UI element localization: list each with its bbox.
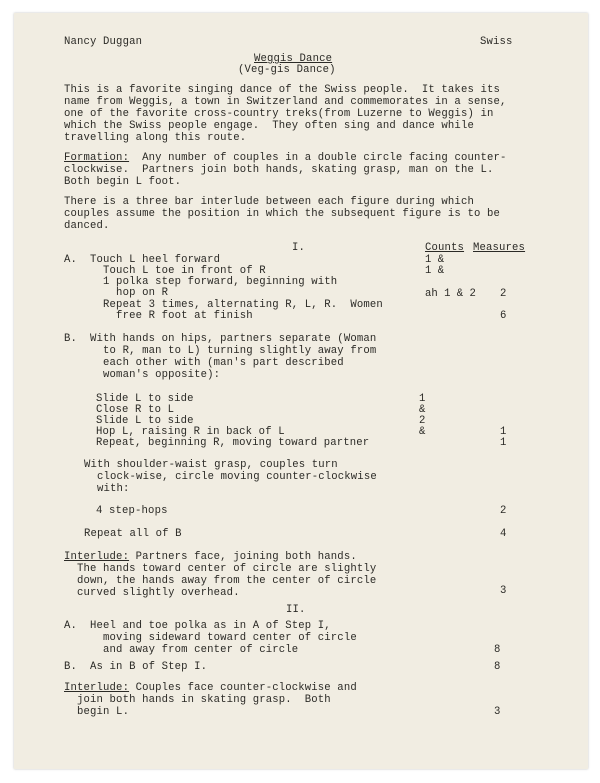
count-value: & — [419, 404, 426, 416]
section-two-numeral: II. — [286, 604, 306, 616]
measure-value: 3 — [494, 706, 501, 718]
interlude-line-first — [64, 552, 357, 563]
step-line: Repeat 3 times, alternating R, L, R. Women — [64, 299, 383, 311]
measure-value: 1 — [500, 426, 507, 438]
interlude-line: join both hands in skating grasp. Both — [64, 694, 331, 706]
count-value: & — [419, 426, 426, 438]
measures-header: Measures — [473, 242, 526, 254]
count-value: 1 — [419, 393, 426, 405]
interlude-note-line: danced. — [64, 220, 110, 232]
measure-value: 8 — [494, 644, 501, 656]
country-label: Swiss — [480, 36, 513, 48]
sub-step: Hop L, raising R in back of L — [96, 426, 285, 438]
interlude-line: begin L. — [64, 706, 130, 718]
intro-line: This is a favorite singing dance of the Swiss people. It takes its — [64, 84, 500, 96]
grasp-line: clock-wise, circle moving counter-clockwise — [84, 471, 377, 483]
dance-pronunciation: (Veg-gis Dance) — [238, 64, 336, 76]
intro-line: travelling along this route. — [64, 132, 247, 144]
step-line: moving sideward toward center of circle — [64, 632, 357, 644]
intro-line: name from Weggis, a town in Switzerland and commemorates in a sense, — [64, 96, 507, 108]
step-hops: 4 step-hops — [96, 505, 168, 517]
formation-text: Any number of couples in a double circle facing counter- — [129, 152, 507, 164]
step-line: woman's opposite): — [64, 369, 221, 381]
interlude-line-first — [64, 683, 357, 694]
formation-line-first — [64, 153, 507, 164]
step-line: free R foot at finish — [64, 310, 253, 322]
grasp-line: With shoulder-waist grasp, couples turn — [84, 459, 338, 471]
step-line: hop on R — [64, 287, 169, 299]
step-line: B. As in B of Step I. — [64, 661, 208, 673]
intro-line: which the Swiss people engage. They often sing and dance while — [64, 120, 474, 132]
measure-value: 2 — [500, 505, 507, 517]
step-line: A. Heel and toe polka as in A of Step I, — [64, 620, 331, 632]
document-page — [14, 13, 588, 769]
interlude-note-line: couples assume the position in which the subsequent figure is to be — [64, 208, 500, 220]
grasp-line: with: — [84, 483, 130, 495]
step-line: to R, man to L) turning slightly away from — [64, 345, 377, 357]
step-line: B. With hands on hips, partners separate (Woman — [64, 333, 377, 345]
measure-value: 6 — [500, 310, 507, 322]
step-line: 1 polka step forward, beginning with — [64, 276, 338, 288]
sub-step: Repeat, beginning R, moving toward partner — [96, 437, 370, 449]
formation-line: clockwise. Partners join both hands, skating grasp, man on the L. — [64, 164, 494, 176]
interlude-note-line: There is a three bar interlude between each figure during which — [64, 196, 474, 208]
author-name: Nancy Duggan — [64, 36, 143, 48]
step-line: and away from center of circle — [64, 644, 299, 656]
step-line: A. Touch L heel forward — [64, 254, 221, 266]
interlude-text: Partners face, joining both hands. — [129, 551, 357, 563]
interlude-line: curved slightly overhead. — [64, 587, 240, 599]
interlude-label: Interlude: — [64, 551, 130, 563]
counts-header: Counts — [425, 242, 465, 254]
step-line: each other with (man's part described — [64, 357, 344, 369]
measure-value: 4 — [500, 528, 507, 540]
count-value: ah 1 & 2 — [425, 288, 476, 300]
dance-title: Weggis Dance — [254, 53, 333, 65]
repeat-b: Repeat all of B — [84, 528, 182, 540]
count-value: 1 & — [425, 254, 445, 266]
formation-label: Formation: — [64, 152, 130, 164]
interlude-text: Couples face counter-clockwise and — [129, 682, 357, 694]
count-value: 2 — [419, 415, 426, 427]
measure-value: 8 — [494, 661, 501, 673]
step-line: Touch L toe in front of R — [64, 265, 266, 277]
interlude-label: Interlude: — [64, 682, 130, 694]
measure-value: 1 — [500, 437, 507, 449]
interlude-line: down, the hands away from the center of circle — [64, 575, 377, 587]
formation-line: Both begin L foot. — [64, 176, 182, 188]
count-value: 1 & — [425, 265, 445, 277]
interlude-line: The hands toward center of circle are slightly — [64, 563, 377, 575]
sub-step: Slide L to side — [96, 393, 194, 405]
sub-step: Close R to L — [96, 404, 175, 416]
sub-step: Slide L to side — [96, 415, 194, 427]
intro-line: one of the favorite cross-country treks(from Luzerne to Weggis) in — [64, 108, 494, 120]
measure-value: 3 — [500, 585, 507, 597]
section-one-numeral: I. — [292, 242, 306, 254]
measure-value: 2 — [500, 288, 507, 300]
